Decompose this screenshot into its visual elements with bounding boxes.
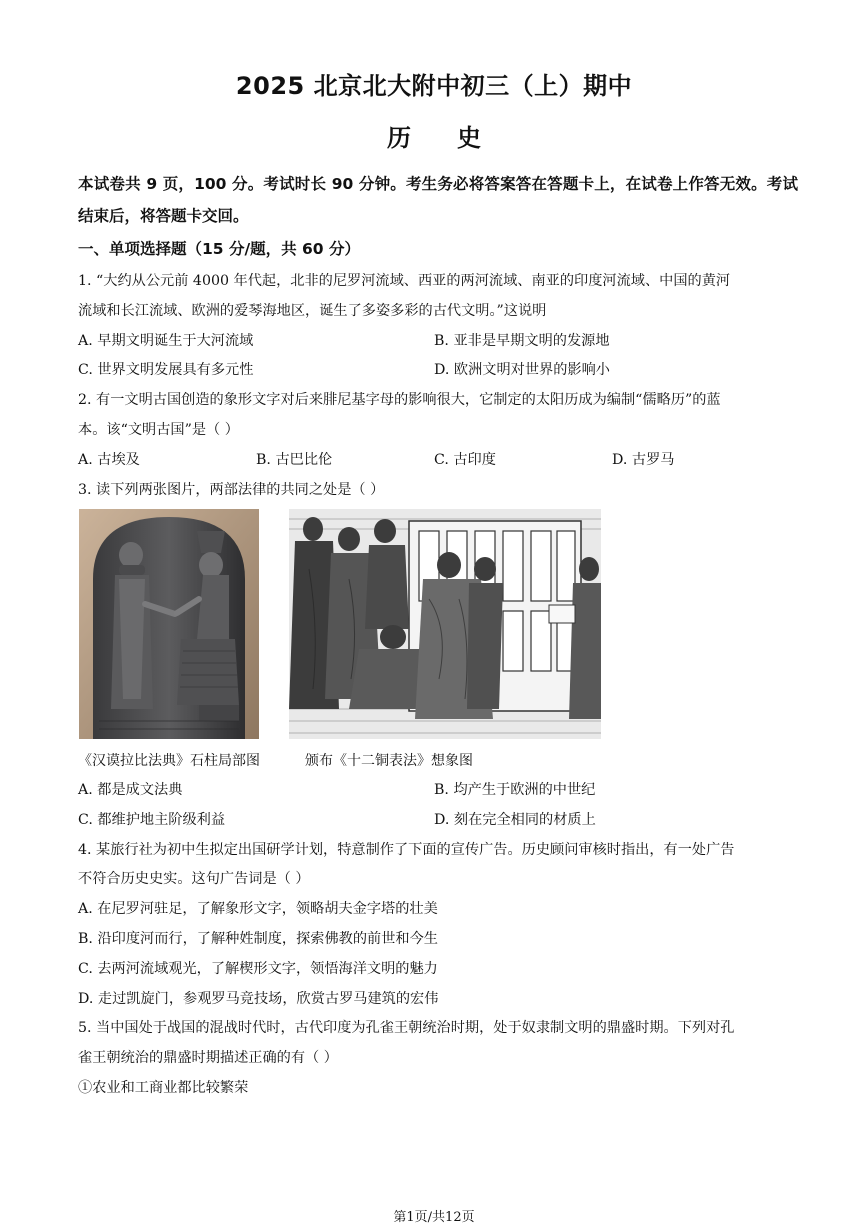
q2-line-1: 2. 有一文明古国创造的象形文字对后来腓尼基字母的影响很大，它制定的太阳历成为编制“儒略历”的蓝 [78,392,721,408]
q4-option-b: B. 沿印度河而行，了解种姓制度，探索佛教的前世和今生 [78,931,438,947]
twelve-tables-engraving-image [289,509,601,739]
q4-option-c: C. 去两河流域观光，了解楔形文字，领悟海洋文明的魅力 [78,961,438,977]
exam-title: 2025 北京北大附中初三（上）期中 [235,72,633,100]
q3-option-d: D. 刻在完全相同的材质上 [434,812,596,828]
exam-instructions: 本试卷共 9 页，100 分。考试时长 90 分钟。考生务必将答案答在答题卡上，在试卷上作答无效。考试结束后，将答题卡交回。 [78,175,798,225]
page-footer: 第1页/共12页 [393,1210,475,1225]
q2-option-a: A. 古埃及 [78,452,140,468]
q5-statement-1: ①农业和工商业都比较繁荣 [78,1080,249,1096]
q4-line-1: 4. 某旅行社为初中生拟定出国研学计划，特意制作了下面的宣传广告。历史顾问审核时指出，有一处广告 [78,842,735,858]
section-title: 一、单项选择题（15 分/题，共 60 分） [78,240,360,258]
q1-line-1: 1. “大约从公元前 4000 年代起，北非的尼罗河流域、西亚的两河流域、南亚的印度河流域、中国的黄河 [78,273,731,289]
q1-option-a: A. 早期文明诞生于大河流域 [78,333,254,349]
q3-option-c: C. 都维护地主阶级利益 [78,812,226,828]
q2-line-2: 本。该“文明古国”是（ ） [78,422,239,438]
q2-option-c: C. 古印度 [434,452,496,468]
q3-caption-2: 颁布《十二铜表法》想象图 [305,753,473,769]
q2-option-d: D. 古罗马 [612,452,675,468]
q5-line-2: 雀王朝统治的鼎盛时期描述正确的有（ ） [78,1050,338,1066]
q2-option-b: B. 古巴比伦 [256,452,333,468]
q4-line-2: 不符合历史史实。这句广告词是（ ） [78,871,310,887]
q3-caption-1: 《汉谟拉比法典》石柱局部图 [78,753,260,769]
q3-option-b: B. 均产生于欧洲的中世纪 [434,782,596,798]
q3-line-1: 3. 读下列两张图片，两部法律的共同之处是（ ） [78,482,385,498]
subject-title: 历史 [387,124,527,152]
q5-line-1: 5. 当中国处于战国的混战时代时，古代印度为孔雀王朝统治时期，处于奴隶制文明的鼎盛时期。下列对孔 [78,1020,735,1036]
q1-option-b: B. 亚非是早期文明的发源地 [434,333,610,349]
q4-option-d: D. 走过凯旋门，参观罗马竞技场，欣赏古罗马建筑的宏伟 [78,991,439,1007]
q1-option-d: D. 欧洲文明对世界的影响小 [434,362,610,378]
q1-option-c: C. 世界文明发展具有多元性 [78,362,254,378]
hammurabi-stele-image [79,509,259,739]
q1-line-2: 流域和长江流域、欧洲的爱琴海地区，诞生了多姿多彩的古代文明。”这说明 [78,303,547,319]
q3-option-a: A. 都是成文法典 [78,782,183,798]
q4-option-a: A. 在尼罗河驻足，了解象形文字，领略胡夫金字塔的壮美 [78,901,438,917]
